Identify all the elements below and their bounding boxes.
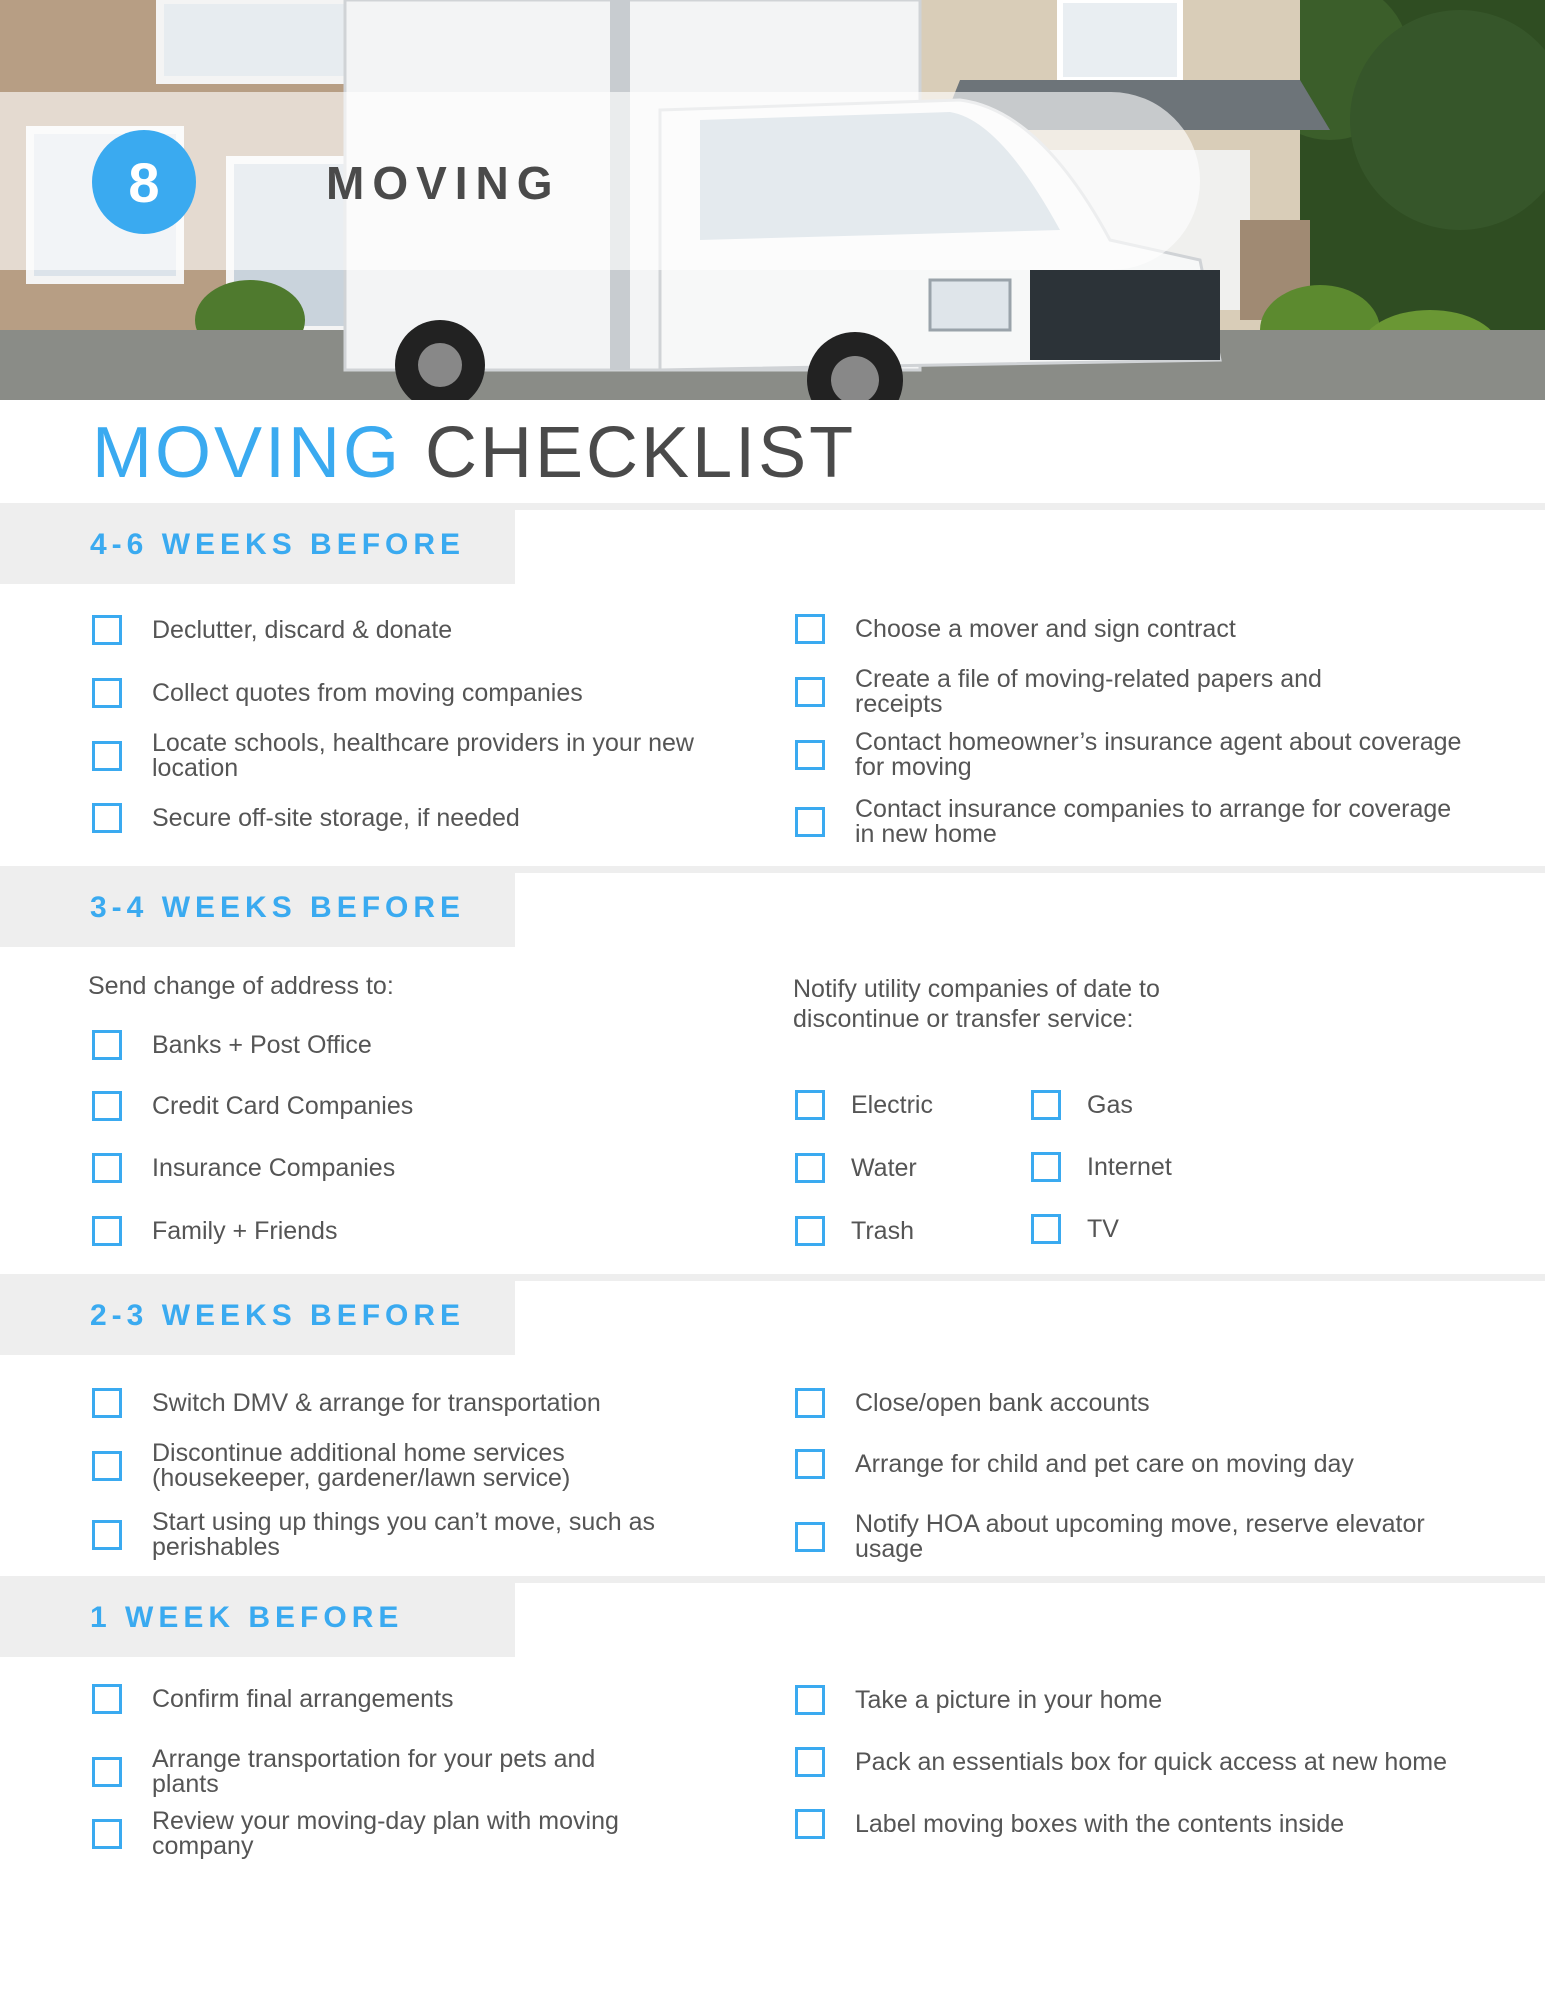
change-of-address-intro: Send change of address to: [88, 972, 394, 1000]
item-label: Contact homeowner’s insurance agent about coverage for moving [855, 728, 1462, 781]
section-header-2-3-weeks [0, 1277, 515, 1355]
checkbox[interactable] [795, 1809, 825, 1839]
checkbox[interactable] [795, 1153, 825, 1183]
item-label: Insurance Companies [152, 1153, 396, 1182]
checklist-item[interactable] [795, 1153, 917, 1183]
checklist-item[interactable] [92, 1388, 601, 1418]
item-label: Trash [851, 1216, 914, 1245]
checklist-item[interactable] [795, 1090, 933, 1120]
checkbox[interactable] [795, 677, 825, 707]
section-heading: 4-6 WEEKS BEFORE [90, 528, 466, 561]
checklist-item[interactable] [92, 678, 583, 708]
checklist-item[interactable] [795, 1388, 1150, 1418]
item-label: Arrange transportation for your pets and plants [152, 1745, 596, 1798]
title-rest: CHECKLIST [425, 413, 857, 493]
checkbox[interactable] [795, 1449, 825, 1479]
section-heading: 1 WEEK BEFORE [90, 1601, 404, 1634]
item-label: Pack an essentials box for quick access at new home [855, 1747, 1447, 1776]
checklist-item[interactable] [92, 615, 452, 645]
item-label: Review your moving-day plan with moving company [152, 1807, 619, 1860]
checkbox[interactable] [795, 1685, 825, 1715]
checkbox[interactable] [92, 1757, 122, 1787]
checklist-item[interactable] [1031, 1090, 1133, 1120]
item-label: Collect quotes from moving companies [152, 678, 583, 707]
item-label: Water [851, 1153, 917, 1182]
checkbox[interactable] [1031, 1214, 1061, 1244]
checklist-item[interactable] [92, 1441, 712, 1491]
section-header-4-6-weeks [0, 506, 515, 584]
hero-image [0, 0, 1545, 400]
item-label: Switch DMV & arrange for transportation [152, 1388, 601, 1417]
item-label: Choose a mover and sign contract [855, 614, 1236, 643]
checkbox[interactable] [795, 1216, 825, 1246]
item-label: Create a file of moving-related papers and receipts [855, 665, 1322, 718]
checklist-item[interactable] [92, 803, 520, 833]
checklist-item[interactable] [795, 1685, 1162, 1715]
checklist-item[interactable] [92, 1216, 337, 1246]
item-label: Declutter, discard & donate [152, 615, 453, 644]
hero-label: MOVING [326, 157, 561, 209]
section-number-badge: 8 [92, 130, 196, 234]
item-label: Credit Card Companies [152, 1091, 414, 1120]
section-header-3-4-weeks [0, 869, 515, 947]
checkbox[interactable] [795, 1747, 825, 1777]
checklist-item[interactable] [795, 1809, 1344, 1839]
checkbox[interactable] [92, 1451, 122, 1481]
checklist-item[interactable] [795, 1216, 914, 1246]
checklist-item[interactable] [795, 614, 1236, 644]
checkbox[interactable] [92, 678, 122, 708]
item-label: Gas [1087, 1090, 1133, 1119]
checklist-item[interactable] [92, 1809, 632, 1859]
checkbox[interactable] [92, 1684, 122, 1714]
checkbox[interactable] [92, 615, 122, 645]
checkbox[interactable] [92, 1388, 122, 1418]
item-label: Start using up things you can’t move, such as perishables [152, 1508, 656, 1561]
checkbox[interactable] [795, 807, 825, 837]
checklist-item[interactable] [795, 797, 1475, 847]
utility-notify-intro: Notify utility companies of date to discontinue or transfer service: [793, 975, 1160, 1033]
item-label: Contact insurance companies to arrange for coverage in new home [855, 795, 1452, 848]
checklist-item[interactable] [795, 1449, 1415, 1479]
checkbox[interactable] [92, 1520, 122, 1550]
checklist-item[interactable] [795, 1512, 1435, 1562]
checklist-item[interactable] [1031, 1214, 1119, 1244]
checklist-item[interactable] [795, 667, 1415, 717]
checkbox[interactable] [92, 1819, 122, 1849]
checklist-item[interactable] [92, 1153, 395, 1183]
page-title [92, 412, 856, 494]
item-label: Close/open bank accounts [855, 1388, 1150, 1417]
checkbox[interactable] [1031, 1152, 1061, 1182]
item-label: Banks + Post Office [152, 1030, 372, 1059]
section-header-1-week [0, 1579, 515, 1657]
item-label: Label moving boxes with the contents inside [855, 1809, 1345, 1838]
item-label: Electric [851, 1090, 933, 1119]
checklist-item[interactable] [795, 730, 1475, 780]
checklist-item[interactable] [795, 1747, 1485, 1777]
item-label: Secure off-site storage, if needed [152, 803, 520, 832]
checkbox[interactable] [92, 1030, 122, 1060]
item-label: Family + Friends [152, 1216, 338, 1245]
checkbox[interactable] [92, 1091, 122, 1121]
item-label: TV [1087, 1214, 1119, 1243]
checkbox[interactable] [92, 741, 122, 771]
item-label: Locate schools, healthcare providers in your new location [152, 729, 694, 782]
checklist-item[interactable] [92, 1091, 413, 1121]
checkbox[interactable] [795, 740, 825, 770]
checkbox[interactable] [92, 803, 122, 833]
section-heading: 2-3 WEEKS BEFORE [90, 1299, 466, 1332]
item-label: Internet [1087, 1152, 1172, 1181]
checkbox[interactable] [1031, 1090, 1061, 1120]
checkbox[interactable] [92, 1153, 122, 1183]
checklist-item[interactable] [92, 731, 732, 781]
checklist-item[interactable] [1031, 1152, 1172, 1182]
checkbox[interactable] [795, 1522, 825, 1552]
title-accent: MOVING [92, 413, 403, 493]
item-label: Discontinue additional home services (housekeeper, gardener/lawn service) [152, 1439, 571, 1492]
checkbox[interactable] [795, 614, 825, 644]
checklist-item[interactable] [92, 1684, 454, 1714]
checklist-item[interactable] [92, 1510, 762, 1560]
checkbox[interactable] [795, 1090, 825, 1120]
checklist-item[interactable] [92, 1747, 612, 1797]
checkbox[interactable] [92, 1216, 122, 1246]
item-label: Arrange for child and pet care on moving day [855, 1449, 1354, 1478]
item-label: Confirm final arrangements [152, 1684, 454, 1713]
item-label: Notify HOA about upcoming move, reserve elevator usage [855, 1510, 1425, 1563]
checklist-item[interactable] [92, 1030, 372, 1060]
item-label: Take a picture in your home [855, 1685, 1163, 1714]
checkbox[interactable] [795, 1388, 825, 1418]
section-heading: 3-4 WEEKS BEFORE [90, 891, 466, 924]
